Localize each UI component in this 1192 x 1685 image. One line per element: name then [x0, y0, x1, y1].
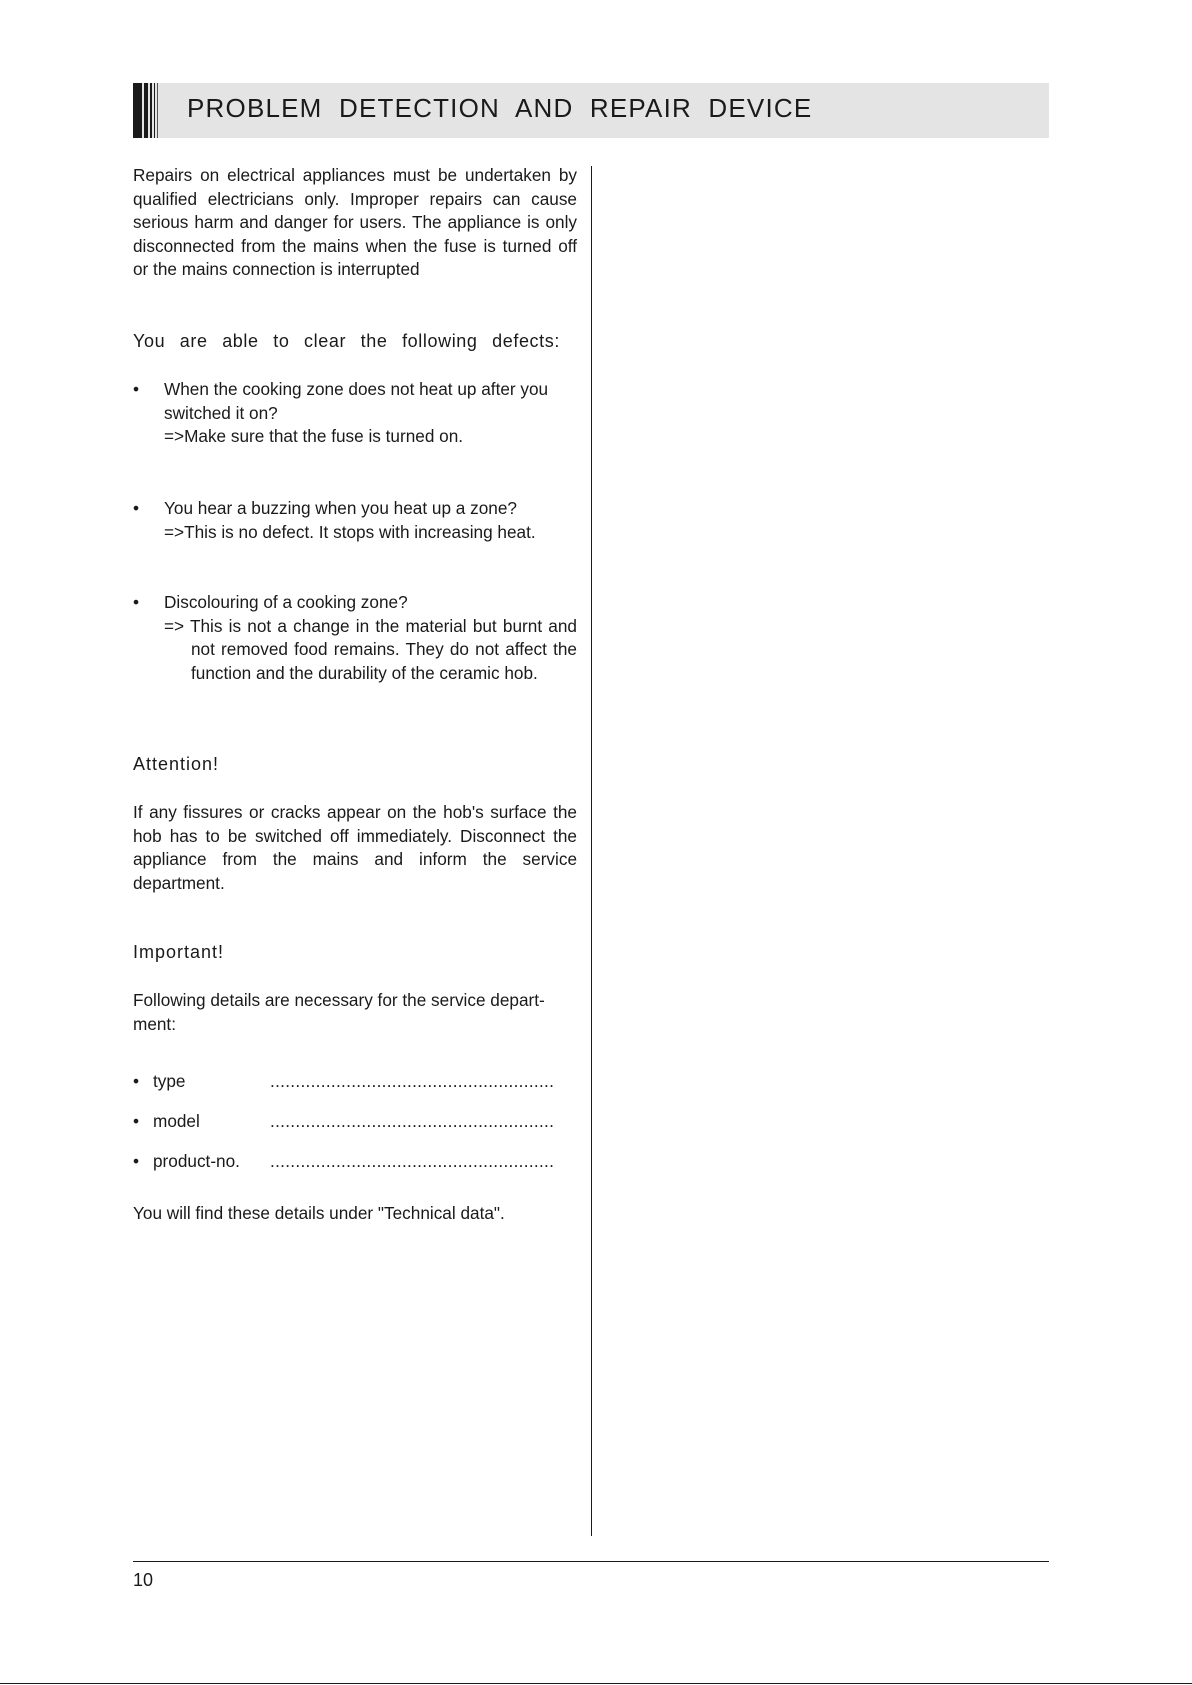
page-number: 10 [133, 1570, 154, 1590]
defect-answer: =>Make sure that the fuse is turned on. [164, 426, 464, 446]
list-item [133, 378, 581, 450]
important-paragraph: Following details are necessary for the service depart-ment: [133, 990, 545, 1034]
bullet-icon: • [133, 592, 140, 612]
footer-divider [133, 1561, 1049, 1562]
intro-paragraph: Repairs on electrical appliances must be undertaken by qualified electricians only. Improper repairs can cause serious harm and danger for users. The appliance is only disconnected from the mains when the fuse is turned off or the mains connection is interrupted [133, 165, 577, 279]
technical-data-note: You will find these details under "Technical data". [133, 1203, 505, 1223]
detail-label: model [153, 1111, 200, 1131]
defect-answer: =>This is no defect. It stops with increasing heat. [164, 521, 536, 542]
defect-question: When the cooking zone does not heat up after you switched it on? [164, 379, 549, 423]
header-stripes-icon [133, 83, 163, 138]
detail-row-type [133, 1070, 593, 1094]
defects-heading: You are able to clear the following defects: [133, 331, 560, 351]
detail-blank: ........................................................ [270, 1111, 555, 1131]
detail-label: type [153, 1071, 186, 1091]
list-item [133, 497, 581, 545]
page-bottom-edge [0, 1683, 1192, 1684]
bullet-icon: • [133, 1111, 140, 1131]
detail-blank: ........................................................ [270, 1151, 555, 1171]
detail-row-model [133, 1110, 593, 1134]
defect-question: You hear a buzzing when you heat up a zone? [164, 498, 517, 518]
detail-label: product-no. [153, 1151, 240, 1171]
bullet-icon: • [133, 379, 140, 399]
important-heading: Important! [133, 942, 225, 962]
attention-heading: Attention! [133, 754, 220, 774]
page-title: PROBLEM DETECTION AND REPAIR DEVICE [187, 93, 813, 123]
attention-paragraph: If any fissures or cracks appear on the hob's surface the hob has to be switched off immediately. Disconnect the appliance from the mains and inform the service department. [133, 802, 577, 893]
bullet-icon: • [133, 1151, 140, 1171]
detail-blank: ........................................................ [270, 1071, 555, 1091]
bullet-icon: • [133, 1071, 140, 1091]
column-divider [591, 166, 592, 1536]
defect-question: Discolouring of a cooking zone? [164, 592, 408, 612]
defect-answer: => This is not a change in the material but burnt and not removed food remains. They do not affect the function and the durability of the ceramic hob. [164, 615, 577, 683]
detail-row-product-no [133, 1150, 593, 1174]
list-item [133, 591, 581, 711]
bullet-icon: • [133, 498, 140, 518]
